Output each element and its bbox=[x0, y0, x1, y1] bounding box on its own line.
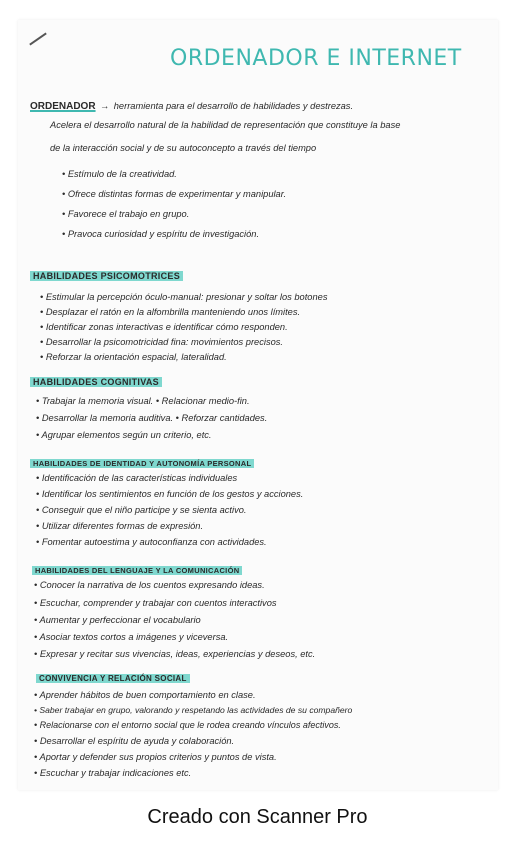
list-item: • Identificación de las características individuales bbox=[36, 473, 238, 483]
list-item: • Desplazar el ratón en la alfombrilla manteniendo unos límites. bbox=[40, 307, 301, 317]
intro-bullet: • Favorece el trabajo en grupo. bbox=[62, 209, 190, 219]
list-item: • Aumentar y perfeccionar el vocabulario bbox=[34, 615, 201, 625]
page-title: ORDENADOR E INTERNET bbox=[170, 46, 462, 71]
section-heading-psicomotrices: HABILIDADES PSICOMOTRICES bbox=[30, 271, 183, 281]
list-item: • Conseguir que el niño participe y se sienta activo. bbox=[36, 505, 247, 515]
list-item: • Desarrollar la psicomotricidad fina: movimientos precisos. bbox=[40, 337, 283, 347]
list-item: • Escuchar, comprender y trabajar con cuentos interactivos bbox=[34, 598, 277, 608]
list-item: • Identificar los sentimientos en función de los gestos y acciones. bbox=[36, 489, 304, 499]
section-heading bbox=[36, 668, 190, 686]
intro-line-2: Acelera el desarrollo natural de la habilidad de representación que constituye la base bbox=[50, 120, 401, 130]
list-item: • Saber trabajar en grupo, valorando y respetando las actividades de su compañero bbox=[34, 705, 353, 715]
list-item: • Reforzar la orientación espacial, lateralidad. bbox=[40, 352, 227, 362]
scanner-watermark: Creado con Scanner Pro bbox=[147, 806, 368, 828]
list-item: • Desarrollar la memoria auditiva. • Reforzar cantidades. bbox=[36, 413, 268, 423]
intro-line-3: de la interacción social y de su autoconcepto a través del tiempo bbox=[50, 143, 317, 153]
list-item: • Utilizar diferentes formas de expresión. bbox=[36, 521, 204, 531]
intro-bullet: • Estímulo de la creatividad. bbox=[62, 169, 177, 179]
intro-bullet: • Ofrece distintas formas de experimentar y manipular. bbox=[62, 189, 287, 199]
section-heading bbox=[32, 560, 242, 578]
list-item: • Trabajar la memoria visual. • Relacionar medio-fin. bbox=[36, 396, 250, 406]
intro-bullet: • Pravoca curiosidad y espíritu de investigación. bbox=[62, 229, 260, 239]
section-heading bbox=[30, 372, 162, 390]
intro-term: ORDENADOR bbox=[30, 101, 96, 112]
list-item: • Estimular la percepción óculo-manual: presionar y soltar los botones bbox=[40, 292, 328, 302]
list-item: • Agrupar elementos según un criterio, etc. bbox=[36, 430, 212, 440]
list-item: • Identificar zonas interactivas e identificar cómo responden. bbox=[40, 322, 288, 332]
intro-arrow: → bbox=[100, 101, 110, 111]
list-item: • Relacionarse con el entorno social que le rodea creando vínculos afectivos. bbox=[34, 720, 341, 730]
list-item: • Fomentar autoestima y autoconfianza con actividades. bbox=[36, 537, 267, 547]
intro-definition: herramienta para el desarrollo de habilidades y destrezas. bbox=[113, 101, 354, 111]
section-heading bbox=[30, 266, 183, 284]
section-heading bbox=[30, 453, 254, 471]
list-item: • Desarrollar el espíritu de ayuda y colaboración. bbox=[34, 736, 235, 746]
section-heading-cognitivas: HABILIDADES COGNITIVAS bbox=[30, 377, 162, 387]
list-item: • Expresar y recitar sus vivencias, ideas, experiencias y deseos, etc. bbox=[34, 649, 316, 659]
list-item: • Aprender hábitos de buen comportamiento en clase. bbox=[34, 690, 256, 700]
section-heading-convivencia: CONVIVENCIA Y RELACIÓN SOCIAL bbox=[36, 674, 190, 683]
section-heading-identidad: HABILIDADES DE IDENTIDAD Y AUTONOMÍA PERSONAL bbox=[30, 459, 254, 468]
list-item: • Conocer la narrativa de los cuentos expresando ideas. bbox=[34, 580, 265, 590]
list-item: • Aportar y defender sus propios criterios y puntos de vista. bbox=[34, 752, 277, 762]
list-item: • Escuchar y trabajar indicaciones etc. bbox=[34, 768, 192, 778]
list-item: • Asociar textos cortos a imágenes y viceversa. bbox=[34, 632, 229, 642]
section-heading-lenguaje: HABILIDADES DEL LENGUAJE Y LA COMUNICACIÓN bbox=[32, 566, 242, 575]
intro-definition-line bbox=[30, 96, 353, 114]
